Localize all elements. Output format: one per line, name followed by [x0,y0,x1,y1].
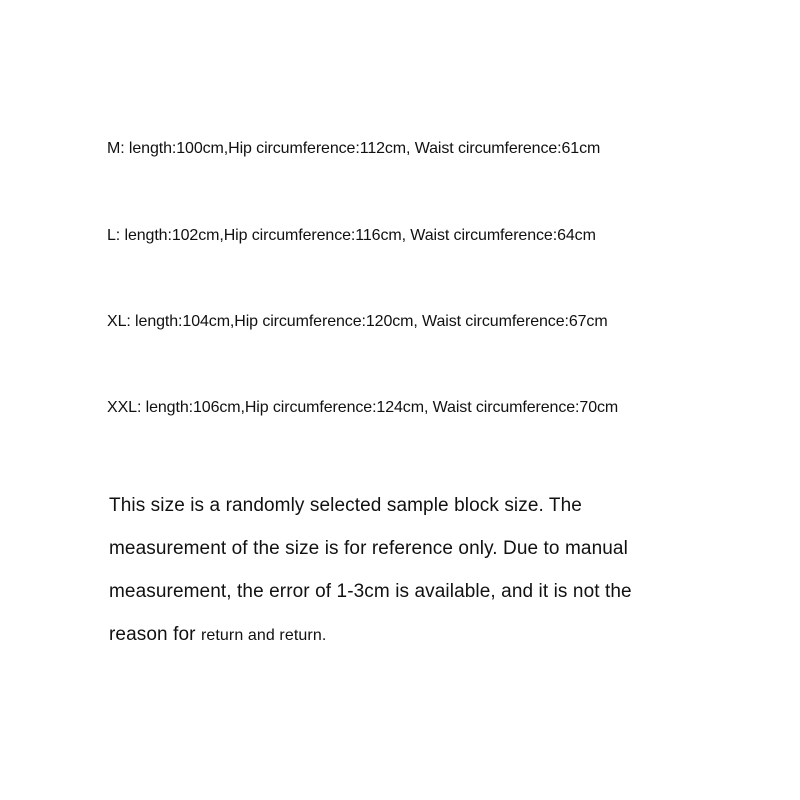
disclaimer-line-3: measurement, the error of 1-3cm is available, and it is not the [109,581,632,602]
disclaimer-line-4-start: reason for [109,624,201,645]
disclaimer-line-4 [109,613,729,657]
size-disclaimer [109,484,729,657]
size-xl-line: XL: length:104cm,Hip circumference:120cm, Waist circumference:67cm [107,313,608,330]
size-l-line: L: length:102cm,Hip circumference:116cm, Waist circumference:64cm [107,227,596,244]
size-m-line: M: length:100cm,Hip circumference:112cm, Waist circumference:61cm [107,140,601,157]
size-xxl-line: XXL: length:106cm,Hip circumference:124cm, Waist circumference:70cm [107,399,619,416]
disclaimer-line-1: This size is a randomly selected sample block size. The [109,495,582,516]
disclaimer-line-4-end: return and return. [200,627,327,644]
disclaimer-line-2: measurement of the size is for reference only. Due to manual [109,538,628,559]
